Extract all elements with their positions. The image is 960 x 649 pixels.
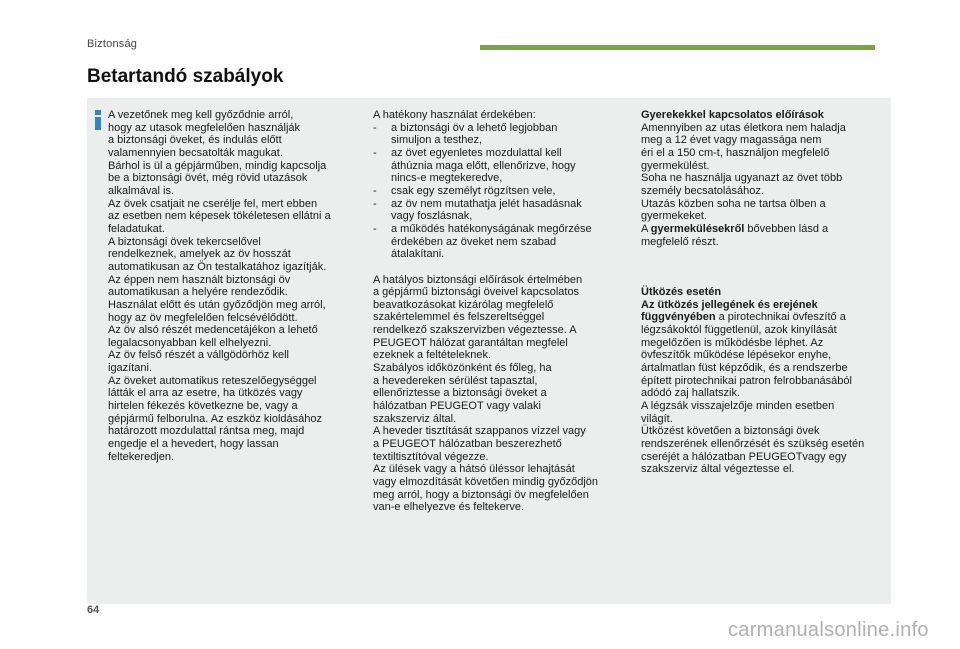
text-line: Az éppen nem használt biztonsági öv <box>108 273 291 286</box>
column-seatbelt-basics <box>108 109 354 463</box>
text-line: hogy az utasok megfelelően használják <box>108 121 301 134</box>
effective-use-intro: A hatékony használat érdekében: <box>373 109 536 121</box>
text-line: Az öveket automatikus reteszelőegységgel <box>108 374 317 387</box>
text-line: hogy az öv megfelelően felcsévélődött. <box>108 311 298 324</box>
section-accent-bar <box>480 45 875 50</box>
page-number: 64 <box>87 604 100 616</box>
text-line: rendelkeznek, amelyek az öv hosszát <box>108 248 291 261</box>
collision-text <box>641 324 887 476</box>
text-line: textiltisztítóval végezze. <box>373 450 489 463</box>
text-line: Soha ne használja ugyanazt az övet több <box>641 172 843 185</box>
text-line: A hatályos biztonsági előírások értelmében <box>373 273 583 286</box>
text-line: övfeszítők működése lépésekor enyhe, <box>641 349 832 362</box>
text-line: Az öv felső részét a vállgödörhöz kell <box>108 349 289 362</box>
text-line: A heveder tisztítását szappanos vízzel vagy <box>373 425 586 438</box>
text-line: Az ülések vagy a hátsó üléssor lehajtását <box>373 463 575 476</box>
text-line: A biztonsági övek tekercselővel <box>108 235 261 248</box>
text-line: A vezetőnek meg kell győződnie arról, <box>108 109 294 121</box>
text-line: épített pirotechnikai patron felrobbanásából <box>641 374 852 387</box>
text-line: beavatkozásokat kizárólag megfelelő <box>373 298 554 311</box>
column-children-collision <box>641 109 887 476</box>
text-line: hirtelen fékezés következne be, vagy a <box>108 400 298 413</box>
text-line: PEUGEOT hálózat garantáltan megfelel <box>373 336 568 349</box>
text-line: személy becsatolásához. <box>641 184 764 197</box>
text-line: feltekeredjen. <box>108 450 175 463</box>
text-line: gyermekülést. <box>641 159 710 172</box>
text-line: Szabályos időközönként és főleg, ha <box>373 362 552 375</box>
list-item-continuation: áthúznia maga előtt, ellenőrizve, hogy <box>391 159 576 172</box>
service-paragraph <box>373 274 626 514</box>
watermark: carmanualsonline.info <box>728 619 929 641</box>
text-line: valamennyien becsatolták magukat. <box>108 146 283 159</box>
list-item: - az öv nem mutathatja jelét hasadásnak <box>373 197 582 210</box>
children-heading: Gyerekekkel kapcsolatos előírások <box>641 109 824 121</box>
text-line: a biztonsági öveket, és indulás előtt <box>108 134 282 147</box>
text-line: éri el a 150 cm-t, használjon megfelelő <box>641 146 830 159</box>
text-line: Utazás közben soha ne tartsa ölben a <box>641 197 826 210</box>
text-line: automatikusan az Ön testalkatához igazítják. <box>108 260 327 273</box>
text-line: a hevedereken sérülést tapasztal, <box>373 374 538 387</box>
text-line: engedje el a hevedert, hogy lassan <box>108 438 279 451</box>
list-item-continuation: nincs-e megtekeredve, <box>391 172 503 185</box>
text-line: feladatukat. <box>108 222 165 235</box>
text-line: ellenőriztesse a biztonsági öveket a <box>373 387 547 400</box>
text-line: szakértelemmel és felszereltséggel <box>373 311 545 324</box>
text-line: Bárhol is ül a gépjárműben, mindig kapcsolja <box>108 159 327 172</box>
text-line: légzsákoktól függetlenül, azok kinyílását <box>641 324 837 337</box>
text-line: alkalmával is. <box>108 184 175 197</box>
text-line: szakszerviz által. <box>373 412 457 425</box>
text-line: szakszerviz által végeztesse el. <box>641 463 795 476</box>
text-line: meg a 12 évet vagy magassága nem <box>641 134 822 147</box>
list-item: - az övet egyenletes mozdulattal kell <box>373 146 562 159</box>
text-line: ártalmatlan füst képződik, és a rendszerbe <box>641 362 848 375</box>
text-line: adódó zaj hallatszik. <box>641 387 741 400</box>
list-item-continuation: simuljon a testhez, <box>391 134 483 147</box>
text-line: rendszerének ellenőrzését és szükség esetén <box>641 438 865 451</box>
text-line: ezeknek a feltételeknek. <box>373 349 492 362</box>
text-line: Amennyiben az utas életkora nem haladja <box>641 121 846 134</box>
text-line: be a biztonsági övét, még rövid utazások <box>108 172 308 185</box>
children-reference-cont: megfelelő részt. <box>641 235 719 248</box>
list-item-continuation: vagy foszlásnak, <box>391 210 473 223</box>
text-line: Az övek csatjait ne cserélje fel, mert ebben <box>108 197 318 210</box>
text-line: Az öv alsó részét medencetájékon a lehető <box>108 324 318 337</box>
list-item-continuation: érdekében az öveket nem szabad <box>391 235 557 248</box>
collision-first-line: függvényében a pirotechnikai övfeszítő a <box>641 311 846 324</box>
list-item: - csak egy személyt rögzítsen vele, <box>373 184 556 197</box>
collision-heading: Ütközés esetén <box>641 286 722 299</box>
children-reference: A gyermekülésekről bővebben lásd a <box>641 222 829 235</box>
children-text <box>641 122 887 223</box>
text-line: Ütközést követően a biztonsági övek <box>641 425 820 438</box>
list-item: - a biztonsági öv a lehető legjobban <box>373 121 558 134</box>
text-line: hálózatban PEUGEOT vagy valaki <box>373 400 541 413</box>
text-line: rendelkező szakszervizben végeztesse. A <box>373 324 577 337</box>
column-effective-use <box>373 109 626 514</box>
text-line: az esetben nem képesek tökéletesen ellátni a <box>108 210 331 223</box>
text-line: meg arról, hogy a biztonsági öv megfelelően <box>373 488 589 501</box>
text-line: a PEUGEOT hálózatban beszerezhető <box>373 438 562 451</box>
list-item: - a működés hatékonyságának megőrzése <box>373 222 592 235</box>
text-line: legalacsonyabban kell elhelyezni. <box>108 336 272 349</box>
list-item-continuation: átalakítani. <box>391 248 445 261</box>
text-line: látták el arra az esetre, ha ütközés vagy <box>108 387 303 400</box>
page-title: Betartandó szabályok <box>87 66 284 87</box>
text-line: igazítani. <box>108 362 153 375</box>
text-line: gyermekeket. <box>641 210 708 223</box>
text-line: a gépjármű biztonsági öveivel kapcsolatos <box>373 286 580 299</box>
section-label: Biztonság <box>87 38 138 50</box>
text-line: világít. <box>641 412 673 425</box>
collision-subheading: Az ütközés jellegének és erejének <box>641 298 818 311</box>
text-line: A légzsák visszajelzője minden esetben <box>641 400 835 413</box>
effective-use-list <box>373 122 626 261</box>
text-line: gépjármű felborulna. Az eszköz kioldásához <box>108 412 323 425</box>
text-line: vagy elmozdítását követően mindig győződjön <box>373 476 599 489</box>
text-line: cseréjét a hálózatban PEUGEOTvagy egy <box>641 450 847 463</box>
text-line: megelőzően is működésbe léphet. Az <box>641 336 824 349</box>
text-line: van-e elhelyezve és feltekerve. <box>373 501 525 514</box>
text-line: Használat előtt és után győződjön meg arról, <box>108 298 326 311</box>
text-line: automatikusan a helyére rendeződik. <box>108 286 288 299</box>
info-icon <box>95 110 101 130</box>
text-line: határozott mozdulattal rántsa meg, majd <box>108 425 305 438</box>
